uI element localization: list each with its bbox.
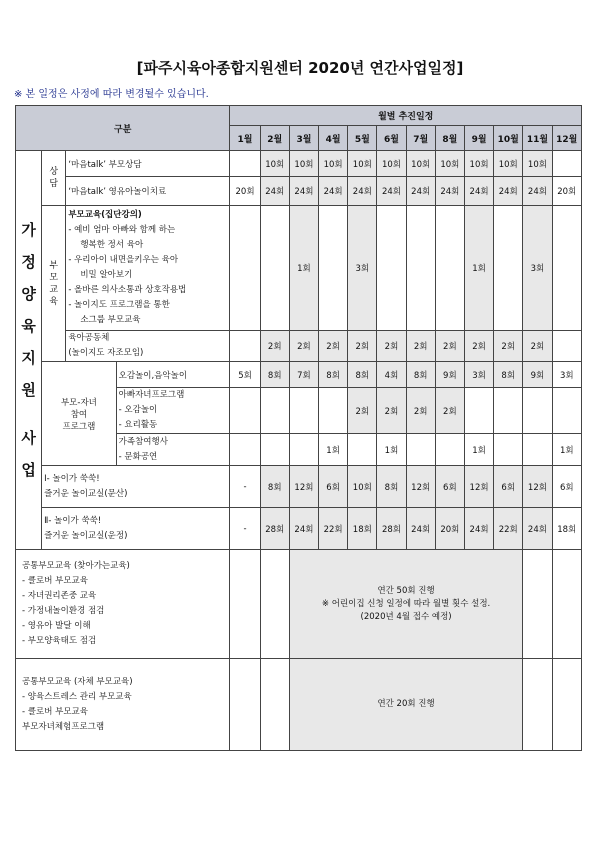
- month-cell: [260, 434, 289, 466]
- month-cell: [230, 151, 260, 177]
- month-cell: 12회: [523, 466, 552, 508]
- month-cell: -: [230, 508, 260, 550]
- month-header: 11월: [523, 126, 552, 151]
- month-cell: 10회: [348, 466, 377, 508]
- month-cell: 8회: [348, 362, 377, 388]
- month-cell: 2회: [260, 331, 289, 362]
- month-cell: 1회: [377, 434, 406, 466]
- month-cell: [319, 388, 348, 434]
- month-cell: 24회: [377, 177, 406, 206]
- month-cell: [289, 388, 318, 434]
- month-header: 1월: [230, 126, 260, 151]
- month-cell: 10회: [377, 151, 406, 177]
- month-cell: 10회: [406, 151, 435, 177]
- month-cell: 24회: [406, 177, 435, 206]
- play-class-munsan: Ⅰ- 놀이가 쑥쑥! 즐거운 놀이교실(문산): [42, 466, 230, 508]
- month-cell: [377, 206, 406, 331]
- month-cell: 8회: [406, 362, 435, 388]
- month-cell: 7회: [289, 362, 318, 388]
- month-cell: [289, 434, 318, 466]
- month-cell: 10회: [319, 151, 348, 177]
- month-cell: 22회: [319, 508, 348, 550]
- month-header: 6월: [377, 126, 406, 151]
- month-cell: 9회: [523, 362, 552, 388]
- internal-edu-note: 연간 20회 진행: [289, 659, 523, 751]
- month-cell: 2회: [406, 331, 435, 362]
- month-cell: [260, 388, 289, 434]
- month-cell: 1회: [464, 434, 493, 466]
- counsel-label: 상 담: [42, 151, 66, 206]
- month-cell: [552, 388, 581, 434]
- schedule-table: [15, 105, 582, 751]
- month-cell: [406, 434, 435, 466]
- month-cell: 8회: [260, 466, 289, 508]
- month-cell: [406, 206, 435, 331]
- month-cell: 2회: [377, 388, 406, 434]
- play-class-unjeong: Ⅱ- 놀이가 쑥쑥! 즐거운 놀이교실(운정): [42, 508, 230, 550]
- community-label: 육아공동체 (놀이지도 자조모임): [66, 331, 230, 362]
- month-cell: [230, 388, 260, 434]
- main-section-label: 가 정 양 육 지 원 사 업: [16, 151, 42, 550]
- month-cell: 2회: [406, 388, 435, 434]
- month-cell: [552, 151, 581, 177]
- visiting-edu-note: 연간 50회 진행 ※ 어린이집 신청 일정에 따라 월별 횟수 설정. (2020년 4월 접수 예정): [289, 550, 523, 659]
- month-cell: [494, 388, 523, 434]
- month-cell: 2회: [319, 331, 348, 362]
- month-cell: [319, 206, 348, 331]
- month-cell: 6회: [435, 466, 464, 508]
- row-name: ‘마음talk’ 영유아놀이치료: [66, 177, 230, 206]
- month-cell: 8회: [319, 362, 348, 388]
- month-cell: 2회: [289, 331, 318, 362]
- month-cell: 12회: [406, 466, 435, 508]
- month-header: 2월: [260, 126, 289, 151]
- month-cell: [230, 206, 260, 331]
- family-event-list: 가족참여행사 - 문화공연: [116, 434, 230, 466]
- parent-child-label: 부모-자녀 참여 프로그램: [42, 362, 116, 466]
- month-cell: 28회: [377, 508, 406, 550]
- month-cell: 1회: [319, 434, 348, 466]
- month-cell: -: [230, 466, 260, 508]
- month-cell: 10회: [435, 151, 464, 177]
- month-cell: [523, 434, 552, 466]
- month-cell: 2회: [377, 331, 406, 362]
- month-cell: 10회: [289, 151, 318, 177]
- month-cell: 18회: [348, 508, 377, 550]
- month-cell: [435, 206, 464, 331]
- month-header: 10월: [494, 126, 523, 151]
- month-cell: [552, 206, 581, 331]
- month-cell: 5회: [230, 362, 260, 388]
- month-cell: [260, 206, 289, 331]
- month-cell: 2회: [348, 388, 377, 434]
- month-cell: 3회: [464, 362, 493, 388]
- month-cell: 2회: [523, 331, 552, 362]
- month-cell: 24회: [464, 508, 493, 550]
- parent-edu-list: 부모교육(집단강의) - 예비 엄마 아빠와 함께 하는 행복한 정서 육아 - 우리아이 내면을키우는 육아 비밀 알아보기 - 올바른 의사소통과 상호작용법 - 놀이지도 프로그램을 통한 소그룹 부모교육: [66, 206, 230, 331]
- month-cell: 10회: [523, 151, 552, 177]
- month-cell: 24회: [319, 177, 348, 206]
- month-cell: 1회: [464, 206, 493, 331]
- month-cell: [464, 388, 493, 434]
- month-cell: 1회: [552, 434, 581, 466]
- month-cell: 12회: [289, 466, 318, 508]
- month-cell: 10회: [348, 151, 377, 177]
- month-cell: 12회: [464, 466, 493, 508]
- dad-program-list: 아빠자녀프로그램 - 오감놀이 - 요리활동: [116, 388, 230, 434]
- month-cell: 2회: [494, 331, 523, 362]
- month-cell: 28회: [260, 508, 289, 550]
- month-cell: 24회: [435, 177, 464, 206]
- month-cell: 6회: [319, 466, 348, 508]
- month-cell: 18회: [552, 508, 581, 550]
- month-cell: 6회: [494, 466, 523, 508]
- month-cell: 10회: [464, 151, 493, 177]
- month-cell: 20회: [552, 177, 581, 206]
- month-cell: 24회: [260, 177, 289, 206]
- month-cell: 3회: [523, 206, 552, 331]
- row-name: ‘마음talk’ 부모상담: [66, 151, 230, 177]
- month-cell: 3회: [552, 362, 581, 388]
- header-category: 구분: [16, 106, 230, 151]
- month-cell: 3회: [348, 206, 377, 331]
- month-cell: 8회: [494, 362, 523, 388]
- internal-edu-list: 공통부모교육 (자체 부모교육) - 양육스트레스 관리 부모교육 - 클로버 부모교육 부모자녀체험프로그램: [16, 659, 230, 751]
- month-cell: 10회: [260, 151, 289, 177]
- month-header: 9월: [464, 126, 493, 151]
- month-cell: 24회: [523, 177, 552, 206]
- month-header: 4월: [319, 126, 348, 151]
- month-cell: [494, 206, 523, 331]
- month-cell: [552, 331, 581, 362]
- parent-edu-label: 부 모 교 육: [42, 206, 66, 362]
- header-monthly: 월별 추진일정: [230, 106, 582, 126]
- month-cell: 2회: [348, 331, 377, 362]
- month-cell: 22회: [494, 508, 523, 550]
- month-cell: 2회: [435, 388, 464, 434]
- month-cell: 1회: [289, 206, 318, 331]
- month-cell: 24회: [289, 177, 318, 206]
- month-cell: 2회: [435, 331, 464, 362]
- month-cell: [230, 434, 260, 466]
- month-header: 12월: [552, 126, 581, 151]
- month-cell: [523, 388, 552, 434]
- row-name: 오감놀이,음악놀이: [116, 362, 230, 388]
- month-cell: 2회: [464, 331, 493, 362]
- visiting-edu-list: 공통부모교육 (찾아가는교육) - 클로버 부모교육 - 자녀권리존중 교육 - 가정내놀이환경 점검 - 영유아 발달 이해 - 부모양육태도 점검: [16, 550, 230, 659]
- month-cell: 10회: [494, 151, 523, 177]
- month-cell: 4회: [377, 362, 406, 388]
- month-header: 8월: [435, 126, 464, 151]
- month-cell: 20회: [435, 508, 464, 550]
- month-header: 7월: [406, 126, 435, 151]
- month-cell: 24회: [348, 177, 377, 206]
- month-cell: [435, 434, 464, 466]
- month-cell: [230, 331, 260, 362]
- month-header: 5월: [348, 126, 377, 151]
- month-cell: 6회: [552, 466, 581, 508]
- month-cell: [348, 434, 377, 466]
- month-cell: 9회: [435, 362, 464, 388]
- page-title: [파주시육아종합지원센터 2020년 연간사업일정]: [136, 59, 464, 77]
- month-cell: 20회: [230, 177, 260, 206]
- month-cell: 8회: [260, 362, 289, 388]
- month-cell: [494, 434, 523, 466]
- month-cell: 24회: [494, 177, 523, 206]
- month-cell: 8회: [377, 466, 406, 508]
- month-cell: 24회: [406, 508, 435, 550]
- month-cell: 24회: [523, 508, 552, 550]
- month-cell: 24회: [289, 508, 318, 550]
- month-cell: 24회: [464, 177, 493, 206]
- month-header: 3월: [289, 126, 318, 151]
- notice-text: ※ 본 일정은 사정에 따라 변경될수 있습니다.: [14, 89, 209, 100]
